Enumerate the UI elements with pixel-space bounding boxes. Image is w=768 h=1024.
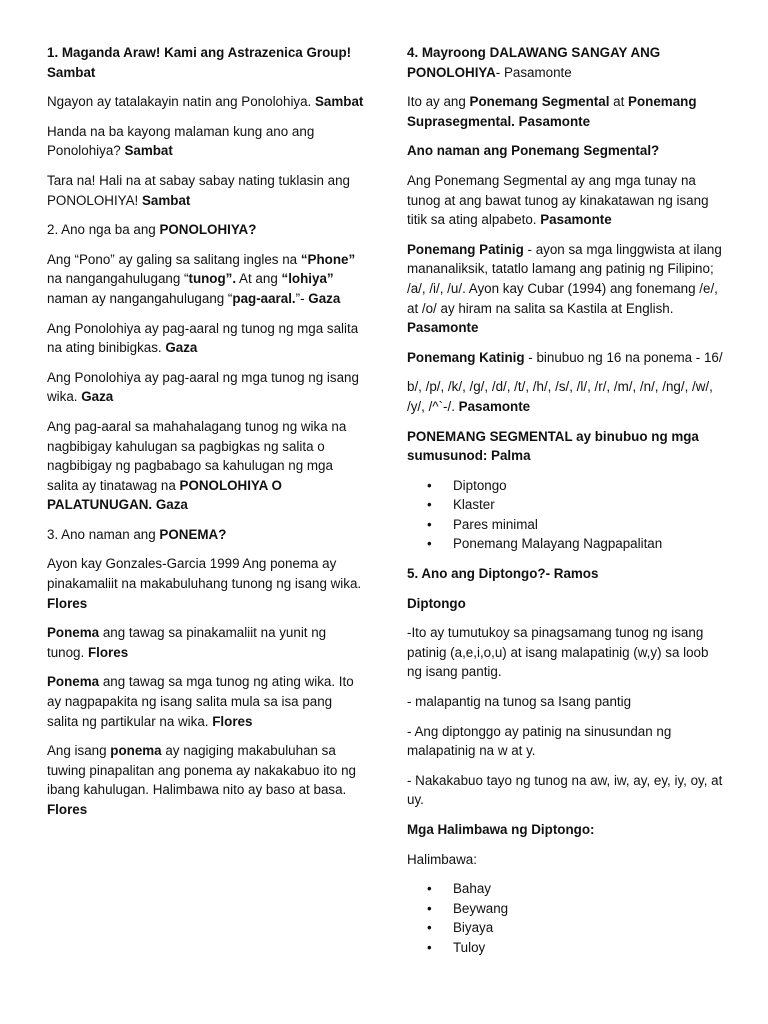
paragraph [407, 348, 725, 368]
keyword: Ponemang Suprasegmental. Pasamonte [407, 94, 697, 129]
body-text: Ayon kay Gonzales-Garcia 1999 Ang ponema ay pinakamaliit na makabuluhang tunong ng isang wika. [47, 556, 362, 592]
heading-text: 2. Ano nga ba ang [47, 222, 160, 238]
author-name: Sambat [47, 64, 96, 80]
keyword: Ponema [47, 674, 100, 690]
heading-text: Diptongo [407, 595, 466, 611]
paragraph [47, 623, 365, 662]
body-text: Handa na ba kayong malaman kung ano ang Ponolohiya? [47, 123, 315, 159]
body-text: - Nakakabuo tayo ng tunog na aw, iw, ay, ey, iy, oy, at uy. [407, 772, 723, 808]
keyword: “Phone” [300, 251, 356, 267]
subheading [407, 594, 725, 614]
body-text: -Ito ay tumutukoy sa pinagsamang tunog ng isang patinig (a,e,i,o,u) at isang malapatinig (w,y) sa loob ng isang pantig. [407, 625, 709, 680]
list-item: • Klaster [407, 495, 725, 515]
paragraph [47, 92, 365, 112]
paragraph [47, 417, 365, 515]
body-text: Halimbawa: [407, 851, 477, 867]
heading-text: 4. Mayroong DALAWANG SANGAY ANG PONOLOHIYA [407, 45, 661, 80]
body-text: Ang pag-aaral sa mahahalagang tunog ng wika na nagbibigay kahulugan sa pagbigkas ng salita o nagbibigay ng pagbabago sa kahulugan ng mga salita ay tinatawag na [47, 418, 347, 493]
body-text: b/, /p/, /k/, /g/, /d/, /t/, /h/, /s/, /l/, /r/, /m/, /n/, /ng/, /w/, /y/, /^`-/. [407, 379, 713, 414]
subheading [407, 820, 725, 840]
paragraph [47, 319, 365, 358]
right-column [407, 43, 725, 968]
body-text: ay nagiging makabuluhan sa tuwing pinapalitan ang ponema ay nakakabuo ito ng ibang kahulugan. Halimbawa nito ay baso at basa. [47, 743, 356, 798]
keyword: PONOLOHIYA O PALATUNUGAN. Gaza [47, 477, 282, 513]
list-item: • Bahay [407, 879, 725, 899]
author-name: Sambat [142, 192, 191, 208]
section-heading [407, 427, 725, 466]
paragraph [407, 92, 725, 131]
body-text: ”- [295, 290, 309, 306]
body-text: At ang [236, 271, 282, 287]
body-text: Ang Ponolohiya ay pag-aaral ng tunog ng mga salita na ating binibigkas. [47, 320, 359, 356]
list-item: • Ponemang Malayang Nagpapalitan [407, 534, 725, 554]
author-name: Sambat [124, 143, 173, 159]
paragraph [407, 850, 725, 870]
body-text: - Ang diptonggo ay patinig na sinusundan ng malapatinig na w at y. [407, 723, 672, 759]
heading-text: Ano naman ang Ponemang Segmental? [407, 143, 660, 159]
heading-text: 1. Maganda Araw! Kami ang Astrazenica Group! [47, 45, 352, 60]
body-text: Ito ay ang [407, 94, 470, 110]
list-item: • Diptongo [407, 476, 725, 496]
section-heading [407, 141, 725, 161]
list-item: • Beywang [407, 899, 725, 919]
heading-keyword: PONOLOHIYA? [159, 222, 257, 238]
paragraph [407, 692, 725, 712]
heading-text: PONEMANG SEGMENTAL ay binubuo ng mga sumusunod: Palma [407, 428, 699, 464]
body-text: Ang Ponemang Segmental ay ang mga tunay na tunog at ang bawat tunog ay kinakatawan ng isang titik sa ating alpabeto. [407, 172, 709, 228]
left-column [47, 43, 365, 830]
author-name: Sambat [315, 94, 364, 110]
body-text: - ayon sa mga linggwista at ilang mananaliksik, tatatlo lamang ang patinig ng Filipino; /a/, /i/, /u/. Ayon kay Cubar (1994) ang fonemang /e/, at /o/ ay hiram na salita sa Kastila at English. [407, 241, 722, 316]
paragraph [407, 771, 725, 810]
author-name: Pasamonte [407, 320, 479, 336]
example-list [407, 879, 725, 957]
paragraph [47, 250, 365, 309]
body-text: - binubuo ng 16 na ponema - 16/ [524, 349, 723, 365]
author-name: Pasamonte [540, 212, 612, 228]
paragraph [407, 240, 725, 338]
section-heading [407, 564, 725, 584]
keyword: Ponemang Patinig [407, 241, 524, 257]
body-text: naman ay nangangahulugang “ [47, 290, 233, 306]
section-heading [47, 220, 365, 240]
keyword: tunog”. [188, 271, 237, 287]
heading-text: 3. Ano naman ang [47, 526, 160, 542]
section-heading [47, 525, 365, 545]
keyword: Ponemang Segmental [469, 94, 610, 110]
paragraph [47, 368, 365, 407]
body-text: Ang “Pono” ay galing sa salitang ingles na [47, 251, 301, 267]
paragraph [47, 741, 365, 819]
heading-text: 5. Ano ang Diptongo?- Ramos [407, 566, 599, 582]
body-text: Tara na! Hali na at sabay sabay nating tuklasin ang PONOLOHIYA! [47, 172, 350, 208]
body-text: na nangangahulugang “ [47, 271, 189, 287]
list-item: • Tuloy [407, 938, 725, 958]
keyword: ponema [110, 743, 162, 759]
heading-text: Mga Halimbawa ng Diptongo: [407, 822, 595, 837]
paragraph [407, 623, 725, 682]
author-name: Flores [212, 713, 253, 729]
body-text: - malapantig na tunog sa Isang pantig [407, 694, 632, 710]
list-item: • Biyaya [407, 918, 725, 938]
author-name: Flores [87, 644, 129, 660]
author-name: Gaza [165, 340, 198, 356]
paragraph [407, 171, 725, 230]
heading-keyword: PONEMA? [159, 526, 227, 542]
body-text: Ang isang [47, 743, 111, 759]
segmental-list [407, 476, 725, 554]
paragraph [47, 554, 365, 613]
author-name: Gaza [81, 389, 114, 405]
body-text: Ang Ponolohiya ay pag-aaral ng mga tunog ng isang wika. [47, 369, 359, 405]
paragraph [47, 672, 365, 731]
keyword: Ponema [47, 625, 100, 641]
author-name: Pasamonte [458, 398, 531, 414]
keyword: “lohiya” [281, 271, 334, 287]
keyword: pag-aaral. [232, 290, 296, 306]
paragraph [47, 43, 365, 82]
body-text: ang tawag sa pinakamaliit na yunit ng tunog. [47, 625, 327, 660]
section-heading [407, 43, 725, 82]
paragraph [407, 377, 725, 416]
author-name: Flores [47, 802, 88, 817]
author-name: - Pasamonte [495, 64, 572, 80]
author-name: Gaza [308, 290, 341, 306]
body-text: ang tawag sa mga tunog ng ating wika. Ito ay nagpapakita ng isang salita mula sa isa pang salita ng partikular na wika. [47, 674, 354, 729]
paragraph [407, 722, 725, 761]
author-name: Flores [47, 595, 88, 611]
list-item: • Pares minimal [407, 515, 725, 535]
paragraph [47, 122, 365, 161]
body-text: at [609, 94, 629, 110]
keyword: Ponemang Katinig [407, 349, 525, 365]
body-text: Ngayon ay tatalakayin natin ang Ponolohiya. [47, 94, 315, 110]
paragraph [47, 171, 365, 210]
